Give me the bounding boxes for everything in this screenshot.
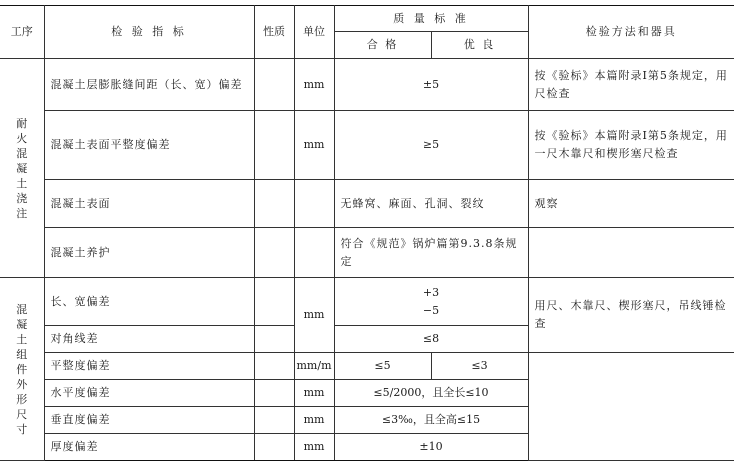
nature-cell [254,407,294,434]
standard-lower: −5 [422,303,440,317]
header-indicator: 检 验 指 标 [44,6,254,59]
unit-cell: mm [294,278,334,353]
nature-cell [254,59,294,111]
standard-cell: ±5 [334,59,528,111]
standard-cell: ≤3‰，且全高≤15 [334,407,528,434]
method-cell [528,228,734,278]
table-row-item: 混凝土养护 [44,228,254,278]
standard-cell: 符合《规范》锅炉篇第9.3.8条规定 [334,228,528,278]
group1-process-label: 耐火混凝土浇注 [0,59,44,278]
table-row-item: 厚度偏差 [44,434,254,461]
unit-cell: mm [294,434,334,461]
header-nature: 性质 [254,6,294,59]
table-row-item: 长、宽偏差 [44,278,254,326]
method-cell: 观察 [528,180,734,228]
unit-cell: mm [294,407,334,434]
table-row-item: 混凝土层膨胀缝间距（长、宽）偏差 [44,59,254,111]
nature-cell [254,434,294,461]
nature-cell [254,380,294,407]
method-cell: 用尺、木靠尺、楔形塞尺，吊线锤检查 [528,278,734,353]
unit-cell: mm [294,380,334,407]
qualified-cell: ≤5 [334,353,431,380]
header-method: 检验方法和器具 [528,6,734,59]
table-row-item: 平整度偏差 [44,353,254,380]
method-cell: 按《验标》本篇附录Ⅰ第5条规定，用一尺木靠尺和楔形塞尺检查 [528,111,734,180]
nature-cell [254,278,294,326]
nature-cell [254,180,294,228]
standard-cell: ≥5 [334,111,528,180]
table-row-item: 垂直度偏差 [44,407,254,434]
nature-cell [254,326,294,353]
table-row-item: 对角线差 [44,326,254,353]
header-unit: 单位 [294,6,334,59]
table-row-item: 水平度偏差 [44,380,254,407]
table-row-item: 混凝土表面平整度偏差 [44,111,254,180]
standard-cell [334,278,528,326]
standard-cell: ≤5/2000，且全长≤10 [334,380,528,407]
standard-cell: ≤8 [334,326,528,353]
nature-cell [254,111,294,180]
unit-cell: mm [294,111,334,180]
method-cell: 按《验标》本篇附录Ⅰ第5条规定，用尺检查 [528,59,734,111]
nature-cell [254,353,294,380]
inspection-standard-table [0,5,734,461]
unit-cell: mm/m [294,353,334,380]
excellent-cell: ≤3 [431,353,528,380]
unit-cell [294,180,334,228]
standard-cell: 无蜂窝、麻面、孔洞、裂纹 [334,180,528,228]
standard-upper: +3 [422,285,440,299]
header-quality-standard: 质 量 标 准 [334,6,528,32]
unit-cell: mm [294,59,334,111]
standard-cell: ±10 [334,434,528,461]
unit-cell [294,228,334,278]
nature-cell [254,228,294,278]
group2-process-label: 混凝土组件外形尺寸 [0,278,44,461]
method-cell [528,353,734,461]
header-excellent: 优 良 [431,32,528,59]
header-qualified: 合 格 [334,32,431,59]
table-row-item: 混凝土表面 [44,180,254,228]
header-process: 工序 [0,6,44,59]
